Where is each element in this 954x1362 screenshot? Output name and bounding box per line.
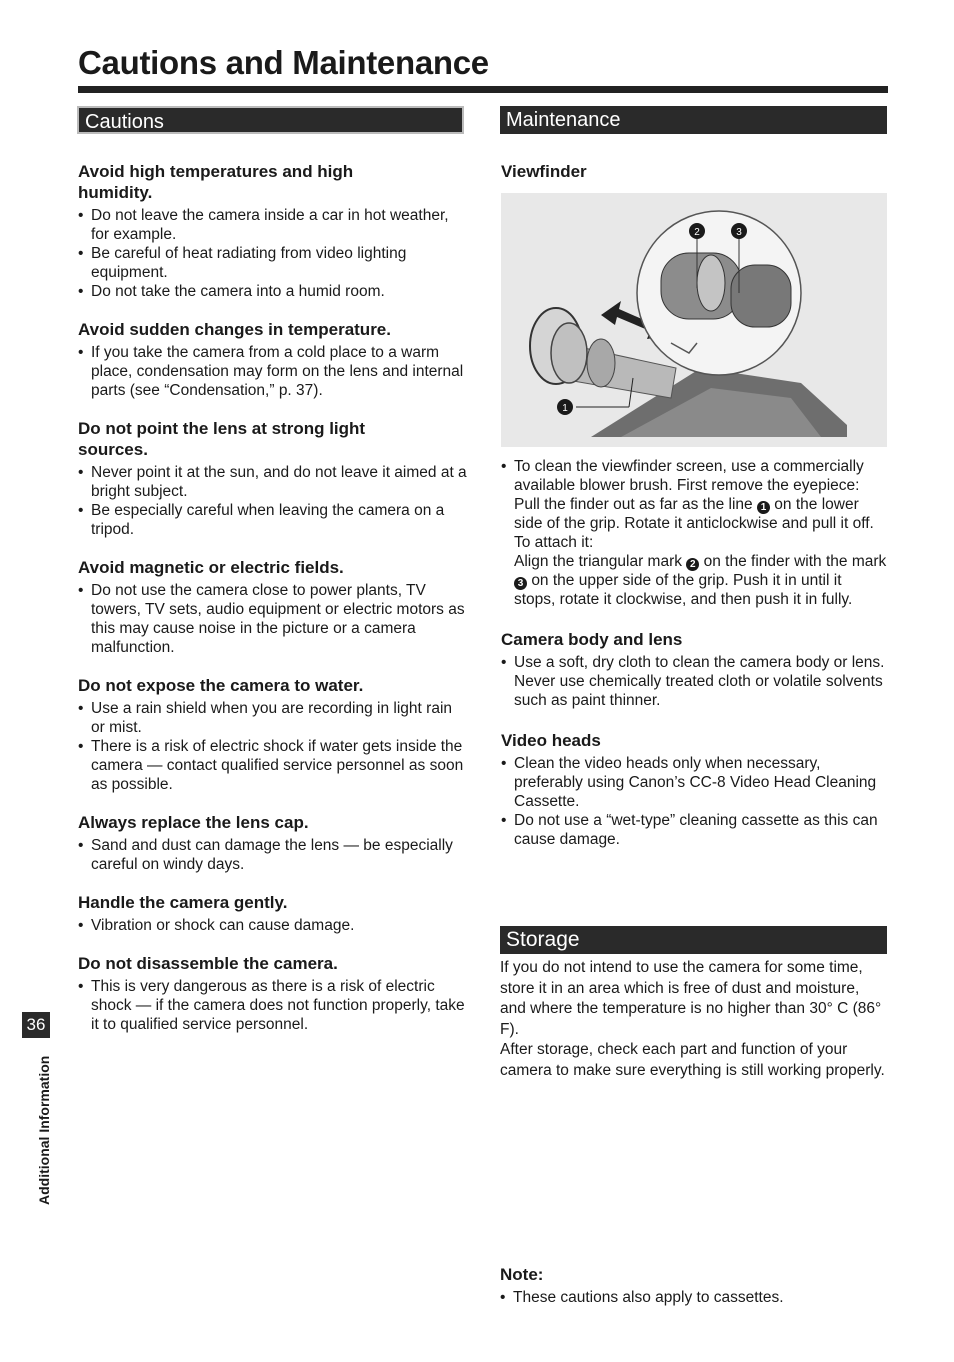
caution-light [78, 418, 468, 539]
note-bullet: • These cautions also apply to cassettes. [500, 1288, 886, 1307]
caution-disassemble [78, 953, 468, 1034]
caution-bullet: • Vibration or shock can cause damage. [78, 916, 468, 935]
caution-bullet: • Use a rain shield when you are recording in light rain or mist. [78, 699, 468, 737]
storage-paragraph-2: After storage, check each part and function of your camera to make sure everything is still working properly. [500, 1041, 885, 1079]
label-2-text: 2 [694, 227, 700, 238]
caution-title: Avoid magnetic or electric fields. [78, 558, 344, 577]
remove-text-b: on the lower side of the grip. Rotate it anticlockwise and pull it off. [514, 496, 874, 532]
maintenance-column [501, 457, 887, 861]
caution-bullet: • Do not take the camera into a humid room. [78, 282, 468, 301]
mark-3-badge: 3 [514, 577, 527, 590]
attach-text-b: on the finder with the mark [703, 553, 887, 570]
storage-heading: Storage [500, 926, 887, 954]
section-side-label: Additional Information [36, 1055, 52, 1205]
caution-title: Do not disassemble the camera. [78, 954, 338, 973]
page-title: Cautions and Maintenance [78, 44, 489, 81]
caution-bullet: • This is very dangerous as there is a risk of electric shock — if the camera does not function properly, take it to qualified service personnel. [78, 977, 468, 1034]
caution-bullet: • If you take the camera from a cold place to a warm place, condensation may form on the lens and internal parts (see “Condensation,” p. 37). [78, 343, 468, 400]
line-1-badge: 1 [757, 501, 770, 514]
caution-temperature [78, 319, 468, 400]
caution-title: Avoid sudden changes in temperature. [78, 320, 391, 339]
viewfinder-illustration [501, 193, 887, 447]
caution-water [78, 675, 468, 794]
viewfinder-intro: To clean the viewfinder screen, use a commercially available blower brush. First remove the eyepiece: [514, 458, 864, 494]
magnified-ring [697, 255, 725, 311]
caution-heat [78, 161, 468, 301]
caution-handle [78, 892, 468, 935]
magnified-grip [731, 265, 791, 327]
label-1-text: 1 [562, 403, 568, 414]
viewfinder-bullet [501, 457, 887, 495]
viewfinder-title: Viewfinder [501, 162, 587, 181]
attach-text-c: on the upper side of the grip. Push it in until it stops, rotate it clockwise, and then push it in fully. [514, 572, 853, 608]
attach-text-a: Align the triangular mark [514, 553, 682, 570]
storage-paragraph-1: If you do not intend to use the camera for some time, store it in an area which is free of dust and moisture, and where the temperature is no higher than 30° C (86° F). [500, 959, 882, 1038]
video-heads-title: Video heads [501, 731, 601, 750]
viewfinder-remove-step [501, 495, 887, 533]
video-heads-block [501, 730, 887, 849]
storage-text [500, 958, 886, 1081]
maintenance-heading: Maintenance [500, 106, 887, 134]
video-heads-bullet: • Clean the video heads only when necessary, preferably using Canon’s CC-8 Video Head Cleaning Cassette. [501, 754, 887, 811]
video-heads-bullet: • Do not use a “wet-type” cleaning cassette as this can cause damage. [501, 811, 887, 849]
remove-text-a: Pull the finder out as far as the line [514, 496, 753, 513]
viewfinder-diagram [501, 193, 887, 447]
caution-bullet: • There is a risk of electric shock if water gets inside the camera — contact qualified service personnel as soon as possible. [78, 737, 468, 794]
title-rule [78, 86, 888, 93]
caution-bullet: • Sand and dust can damage the lens — be especially careful on windy days. [78, 836, 468, 874]
cautions-heading: Cautions [77, 106, 464, 134]
caution-bullet: • Do not leave the camera inside a car in hot weather, for example. [78, 206, 468, 244]
viewfinder-attach-label: To attach it: [514, 534, 594, 551]
page-number: 36 [22, 1012, 50, 1038]
note-block [500, 1264, 886, 1307]
caution-title: Do not expose the camera to water. [78, 676, 364, 695]
caution-title: Do not point the lens at strong light sources. [78, 419, 366, 459]
caution-bullet: • Never point it at the sun, and do not leave it aimed at a bright subject. [78, 463, 468, 501]
caution-magnetic [78, 557, 468, 657]
finder-ring [587, 339, 615, 387]
caution-bullet: • Be especially careful when leaving the camera on a tripod. [78, 501, 468, 539]
viewfinder-attach-step [501, 552, 887, 609]
camera-body-block [501, 629, 887, 710]
caution-title: Handle the camera gently. [78, 893, 288, 912]
eyepiece-inner [551, 323, 587, 383]
label-3-text: 3 [736, 227, 742, 238]
note-title: Note: [500, 1265, 544, 1284]
camera-body-bullet: • Use a soft, dry cloth to clean the camera body or lens. Never use chemically treated cloth or volatile solvents such as paint thinner. [501, 653, 887, 710]
camera-body-title: Camera body and lens [501, 630, 683, 649]
mark-2-badge: 2 [686, 558, 699, 571]
cautions-column [78, 161, 468, 1046]
caution-bullet: • Be careful of heat radiating from video lighting equipment. [78, 244, 468, 282]
caution-title: Avoid high temperatures and high humidity. [78, 162, 354, 202]
caution-lens-cap [78, 812, 468, 874]
caution-bullet: • Do not use the camera close to power plants, TV towers, TV sets, audio equipment or electric motors as this may cause noise in the picture or a camera malfunction. [78, 581, 468, 657]
caution-title: Always replace the lens cap. [78, 813, 309, 832]
